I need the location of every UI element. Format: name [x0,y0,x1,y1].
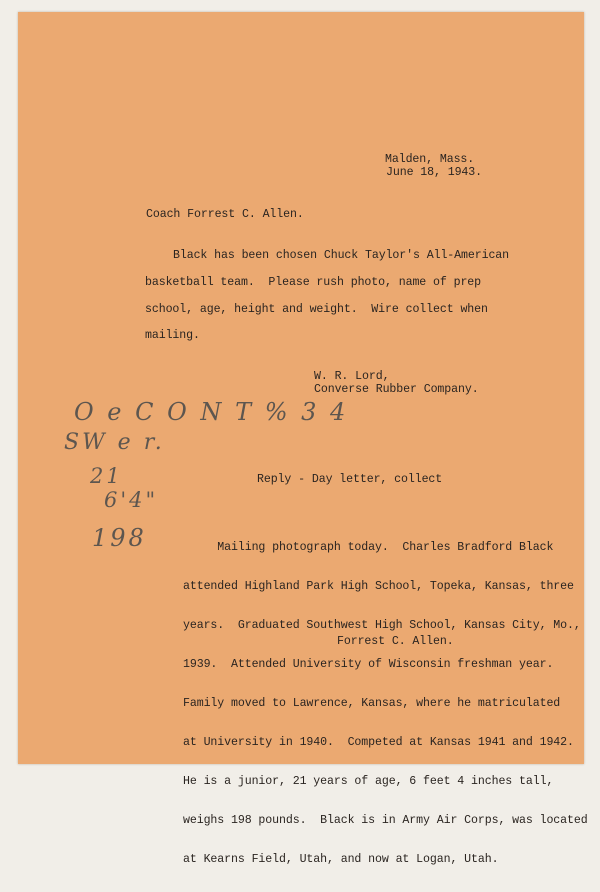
reply-line: 1939. Attended University of Wisconsin freshman year. [183,658,554,671]
letter-page [18,12,588,866]
handwritten-weight: 198 [92,524,147,552]
reply-signature: Forrest C. Allen. [337,635,454,648]
telegram-line: Black has been chosen Chuck Taylor's All-American [173,249,510,262]
handwritten-note-line1: O e C O N T % 3 4 [74,398,349,426]
reply-heading: Reply - Day letter, collect [257,473,443,486]
telegram-line: school, age, height and weight. Wire collect when [145,303,488,316]
reply-line: at Kearns Field, Utah, and now at Logan, Utah. [183,853,499,866]
reply-line: Mailing photograph today. Charles Bradford Black [183,541,554,554]
reply-line: Family moved to Lawrence, Kansas, where he matriculated [183,697,561,710]
reply-line: He is a junior, 21 years of age, 6 feet 4 inches tall, [183,775,554,788]
reply-line: weighs 198 pounds. Black is in Army Air Corps, was located [183,814,588,827]
handwritten-height: 6'4" [104,488,159,512]
letter-date: June 18, 1943. [386,166,483,179]
sender-name: W. R. Lord, [314,370,390,383]
reply-body [183,515,588,892]
telegram-line: basketball team. Please rush photo, name of prep [145,276,482,289]
reply-line: at University in 1940. Competed at Kansas 1941 and 1942. [183,736,574,749]
handwritten-note-line2: SW e r. [64,430,165,455]
telegram-line: mailing. [145,329,200,342]
reply-line: years. Graduated Southwest High School, Kansas City, Mo., [183,619,581,632]
handwritten-age: 21 [90,464,123,488]
salutation: Coach Forrest C. Allen. [146,208,304,221]
reply-line: attended Highland Park High School, Topeka, Kansas, three [183,580,574,593]
sender-company: Converse Rubber Company. [314,383,479,396]
letter-place: Malden, Mass. [385,153,475,166]
